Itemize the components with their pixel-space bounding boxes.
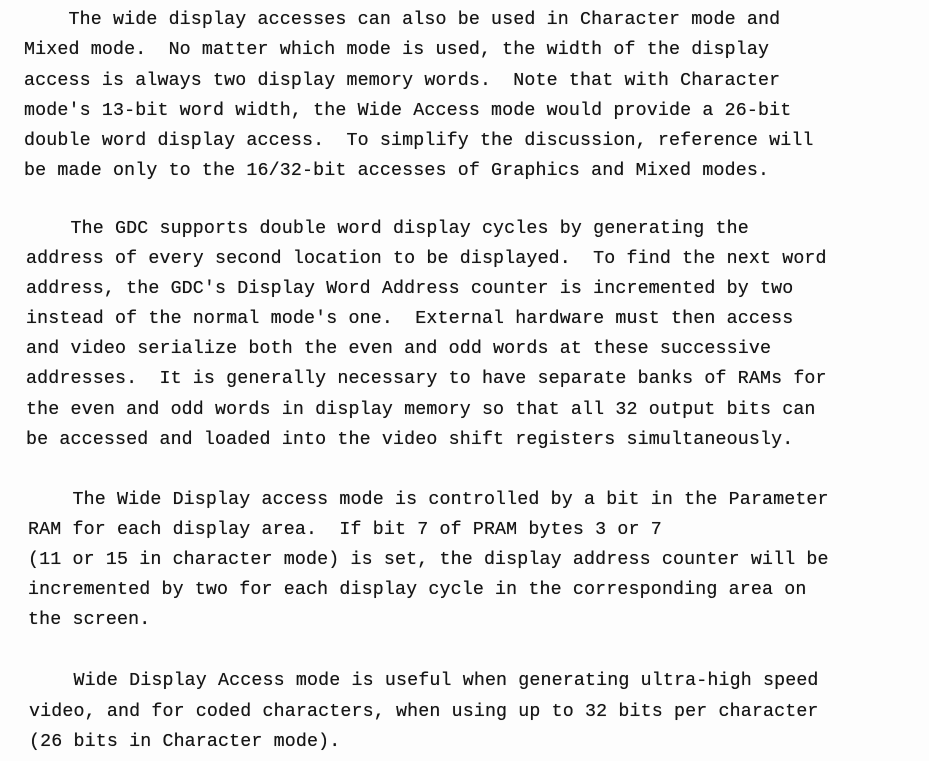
paragraph-2-line-2: address of every second location to be displayed. To find the next word [26, 249, 827, 269]
paragraph-2-line-1: The GDC supports double word display cycles by generating the [26, 219, 749, 239]
paragraph-2-line-5: and video serialize both the even and odd words at these successive [26, 339, 772, 359]
paragraph-4-line-2: video, and for coded characters, when using up to 32 bits per character [29, 702, 819, 722]
paragraph-3-line-1: The Wide Display access mode is controlled by a bit in the Parameter [28, 490, 829, 510]
paragraph-1-line-2: Mixed mode. No matter which mode is used, the width of the display [24, 40, 770, 60]
paragraph-1-line-4: mode's 13-bit word width, the Wide Access mode would provide a 26-bit [24, 101, 792, 121]
paragraph-2-line-3: address, the GDC's Display Word Address counter is incremented by two [26, 279, 794, 299]
paragraph-1-line-3: access is always two display memory words. Note that with Character [24, 71, 781, 91]
paragraph-2-line-4: instead of the normal mode's one. External hardware must then access [26, 309, 794, 329]
paragraph-2-line-7: the even and odd words in display memory so that all 32 output bits can [26, 400, 816, 420]
paragraph-1-line-6: be made only to the 16/32-bit accesses of Graphics and Mixed modes. [24, 161, 770, 181]
paragraph-3-line-2: RAM for each display area. If bit 7 of PRAM bytes 3 or 7 [28, 520, 662, 540]
paragraph-3-line-3: (11 or 15 in character mode) is set, the display address counter will be [28, 550, 829, 570]
paragraph-1-line-1: The wide display accesses can also be used in Character mode and [24, 10, 781, 30]
paragraph-3-line-5: the screen. [28, 610, 151, 630]
paragraph-2-line-8: be accessed and loaded into the video shift registers simultaneously. [26, 430, 794, 450]
paragraph-4-line-3: (26 bits in Character mode). [29, 732, 341, 752]
paragraph-1-line-5: double word display access. To simplify the discussion, reference will [24, 131, 814, 151]
paragraph-2-line-6: addresses. It is generally necessary to have separate banks of RAMs for [26, 369, 827, 389]
paragraph-3-line-4: incremented by two for each display cycle in the corresponding area on [28, 580, 807, 600]
paragraph-4-line-1: Wide Display Access mode is useful when generating ultra-high speed [29, 671, 819, 691]
